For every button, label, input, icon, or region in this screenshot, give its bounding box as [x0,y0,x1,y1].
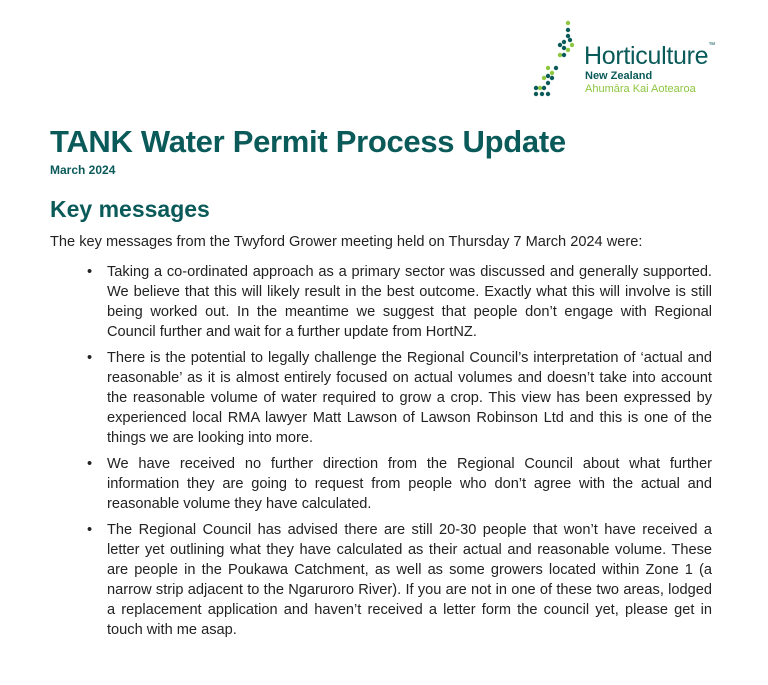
list-item [87,348,712,448]
logo-dots-icon [528,18,588,98]
list-item [87,262,712,342]
bullet-icon: • [87,522,93,538]
intro-text: The key messages from the Twyford Grower meeting held on Thursday 7 March 2024 were: [50,234,643,250]
list-item-text: Taking a co-ordinated approach as a primary sector was discussed and generally supported. We believe that this will likely result in the best outcome. Exactly what this will involve is still being worked out. In the meantime we suggest that people don’t engage with Regional Council further and wait for a further update from HortNZ. [107,264,712,340]
logo-tm: ™ [708,42,715,49]
section-heading: Key messages [50,196,210,222]
list-item-text: We have received no further direction from the Regional Council about what further information they are going to request from people who don’t agree with the actual and reasonable volume they have calculated. [107,456,712,512]
list-item-text: The Regional Council has advised there are still 20-30 people that won’t have received a letter yet outlining what they have calculated as their actual and reasonable volume. These are people in the Poukawa Catchment, as well as some growers located within Zone 1 (a narrow strip adjacent to the Ngaruroro River). If you are not in one of these two areas, lodged a replacement application and haven’t received a letter form the council yet, please get in touch with me asap. [107,522,712,638]
key-messages-list [87,262,712,646]
logo-maori-name: Ahumāra Kai Aotearoa [585,83,696,95]
document-date: March 2024 [50,163,116,177]
logo-name: Horticulture [584,42,709,70]
list-item [87,520,712,640]
bullet-icon: • [87,264,93,280]
bullet-icon: • [87,456,93,472]
list-item-text: There is the potential to legally challenge the Regional Council’s interpretation of ‘actual and reasonable’ as it is almost entirely focused on actual volumes and doesn’t take into account the reasonable volume of water required to grow a crop. This view has been expressed by experienced local RMA lawyer Matt Lawson of Lawson Robinson Ltd and this is one of the things we are looking into more. [107,350,712,446]
page-title: TANK Water Permit Process Update [50,124,566,159]
logo-subtitle: New Zealand [585,70,653,82]
bullet-icon: • [87,350,93,366]
list-item [87,454,712,514]
horticulture-nz-logo [528,18,728,98]
